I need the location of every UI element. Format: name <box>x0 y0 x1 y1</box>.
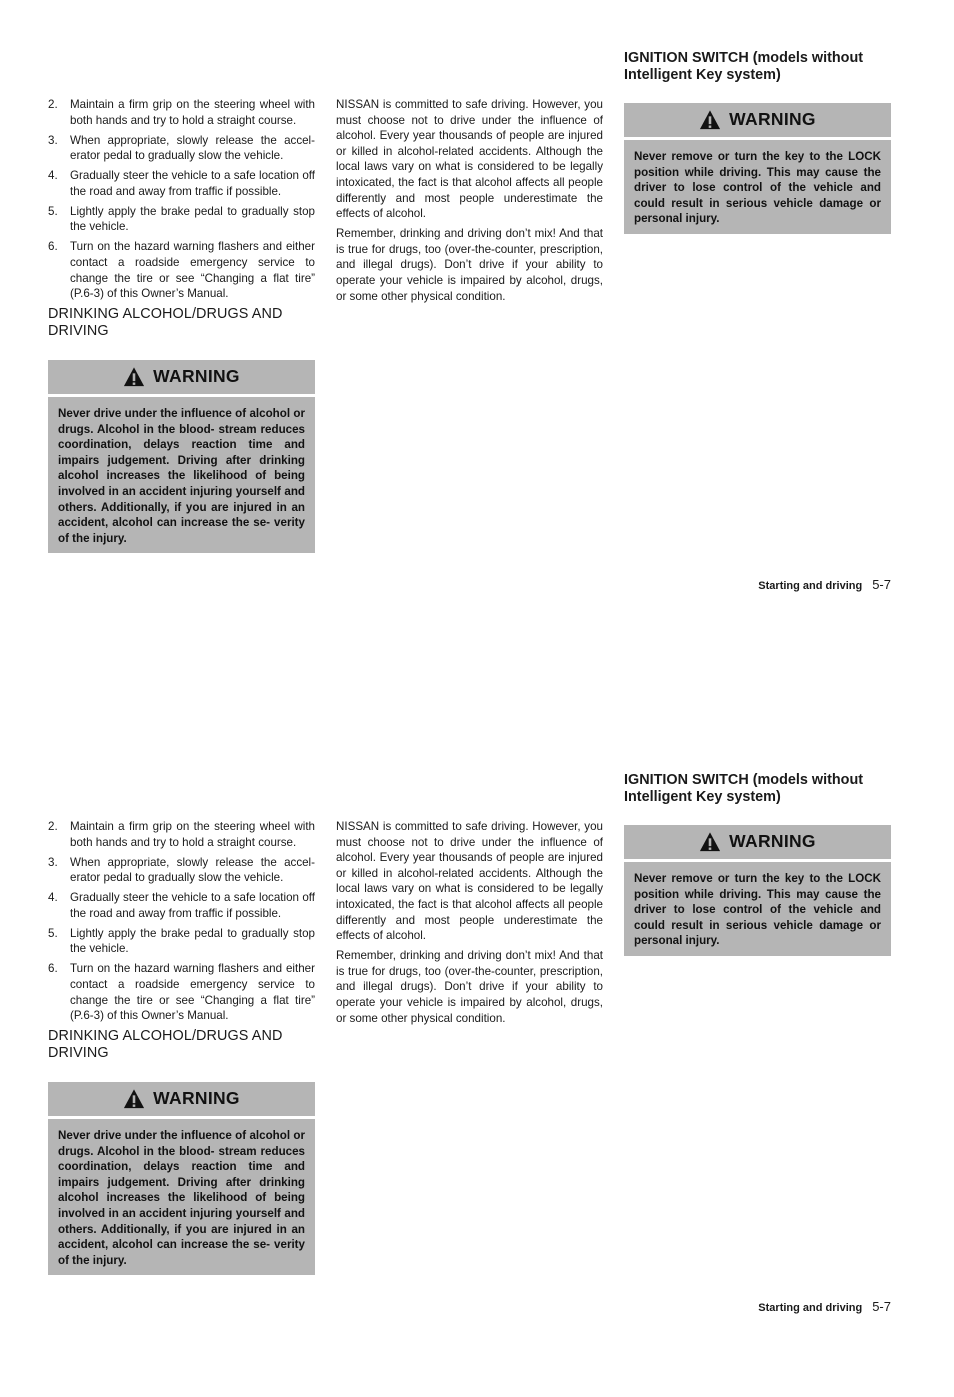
warning-box-alcohol <box>48 360 315 553</box>
warning-header <box>624 103 891 140</box>
warning-title: WARNING <box>153 366 240 387</box>
ignition-heading: IGNITION SWITCH (models without Intelligent Key system) <box>624 50 864 83</box>
list-item: 2. Maintain a firm grip on the steering wheel with both hands and try to hold a straight course. <box>48 820 315 849</box>
warning-box-ignition <box>624 103 891 234</box>
warning-text: Never remove or turn the key to the LOCK position while driving. This may cause the driver to lose control of the vehicle and could result in serious vehicle damage or personal injury. <box>634 150 881 226</box>
middle-column <box>336 97 603 309</box>
steps-list <box>48 819 315 1024</box>
footer-section-title: Starting and driving <box>758 580 863 592</box>
warning-header <box>48 1082 315 1119</box>
warning-title: WARNING <box>729 109 816 130</box>
list-item: 3. When appropriate, slowly release the accel- erator pedal to gradually slow the vehicle. <box>48 133 315 163</box>
paragraph-safe-driving: NISSAN is committed to safe driving. However, you must choose not to drive under the influence of alcohol. Every year thousands of people are injured or killed in alcohol-related accidents. Although the local laws vary on what is considered to be legally intoxicated, the fact is that alcohol affects all people differently and most people underestimate the effects of alcohol. <box>336 98 603 221</box>
list-item: 2. Maintain a firm grip on the steering wheel with both hands and try to hold a straight course. <box>48 98 315 127</box>
list-item: 4. Gradually steer the vehicle to a safe location off the road and away from traffic if possible. <box>48 169 315 198</box>
warning-header <box>48 360 315 397</box>
footer-section-title: Starting and driving <box>758 1302 863 1314</box>
warning-triangle-icon <box>123 1088 145 1110</box>
warning-triangle-icon <box>699 109 721 131</box>
warning-box-alcohol <box>48 1082 315 1275</box>
right-column <box>624 772 891 956</box>
page-footer <box>758 1299 891 1314</box>
warning-title: WARNING <box>153 1088 240 1109</box>
right-column <box>624 50 891 234</box>
ignition-heading: IGNITION SWITCH (models without Intelligent Key system) <box>624 772 864 805</box>
warning-triangle-icon <box>699 831 721 853</box>
paragraph-drinking-driving: Remember, drinking and driving don’t mix! And that is true for drugs, too (over-the-counter, prescription, and illegal drugs). Don’t drive if your ability to operate your vehicle is impaired by alcohol, drugs, or some other physical condition. <box>336 949 603 1025</box>
warning-box-ignition <box>624 825 891 956</box>
list-item: 3. When appropriate, slowly release the accel- erator pedal to gradually slow the vehicle. <box>48 855 315 885</box>
warning-text: Never drive under the influence of alcohol or drugs. Alcohol in the blood- stream reduces coordination, delays reaction time and impairs judgement. Driving after drinking alcohol increases the likelihood of being involved in an accident injuring yourself and others. Additionally, if you are injured in an accident, alcohol can increase the se- verity of the injury. <box>58 1129 305 1267</box>
warning-text: Never drive under the influence of alcohol or drugs. Alcohol in the blood- stream reduces coordination, delays reaction time and impairs judgement. Driving after drinking alcohol increases the likelihood of being involved in an accident injuring yourself and others. Additionally, if you are injured in an accident, alcohol can increase the se- verity of the injury. <box>58 407 305 545</box>
drinking-heading: DRINKING ALCOHOL/DRUGS AND DRIVING <box>48 1028 283 1062</box>
left-column <box>48 819 315 1275</box>
warning-triangle-icon <box>123 366 145 388</box>
warning-text: Never remove or turn the key to the LOCK position while driving. This may cause the driver to lose control of the vehicle and could result in serious vehicle damage or personal injury. <box>634 872 881 948</box>
page-number: 5-7 <box>872 1299 891 1314</box>
steps-list <box>48 97 315 302</box>
list-item: 5. Lightly apply the brake pedal to gradually stop the vehicle. <box>48 204 315 234</box>
list-item: 6. Turn on the hazard warning flashers and either contact a roadside emergency service to change the tire or see “Changing a flat tire” (P.6-3) of this Owner’s Manual. <box>48 962 315 1023</box>
list-item: 6. Turn on the hazard warning flashers and either contact a roadside emergency service to change the tire or see “Changing a flat tire” (P.6-3) of this Owner’s Manual. <box>48 240 315 301</box>
drinking-heading: DRINKING ALCOHOL/DRUGS AND DRIVING <box>48 306 283 340</box>
warning-header <box>624 825 891 862</box>
warning-title: WARNING <box>729 831 816 852</box>
manual-page-2 <box>0 722 954 1397</box>
list-item: 4. Gradually steer the vehicle to a safe location off the road and away from traffic if possible. <box>48 891 315 920</box>
page-footer <box>758 577 891 592</box>
paragraph-drinking-driving: Remember, drinking and driving don’t mix! And that is true for drugs, too (over-the-counter, prescription, and illegal drugs). Don’t drive if your ability to operate your vehicle is impaired by alcohol, drugs, or some other physical condition. <box>336 227 603 303</box>
page-number: 5-7 <box>872 577 891 592</box>
paragraph-safe-driving: NISSAN is committed to safe driving. However, you must choose not to drive under the influence of alcohol. Every year thousands of people are injured or killed in alcohol-related accidents. Although the local laws vary on what is considered to be legally intoxicated, the fact is that alcohol affects all people differently and most people underestimate the effects of alcohol. <box>336 820 603 943</box>
middle-column <box>336 819 603 1031</box>
left-column <box>48 97 315 553</box>
manual-page-1 <box>0 0 954 675</box>
list-item: 5. Lightly apply the brake pedal to gradually stop the vehicle. <box>48 926 315 956</box>
